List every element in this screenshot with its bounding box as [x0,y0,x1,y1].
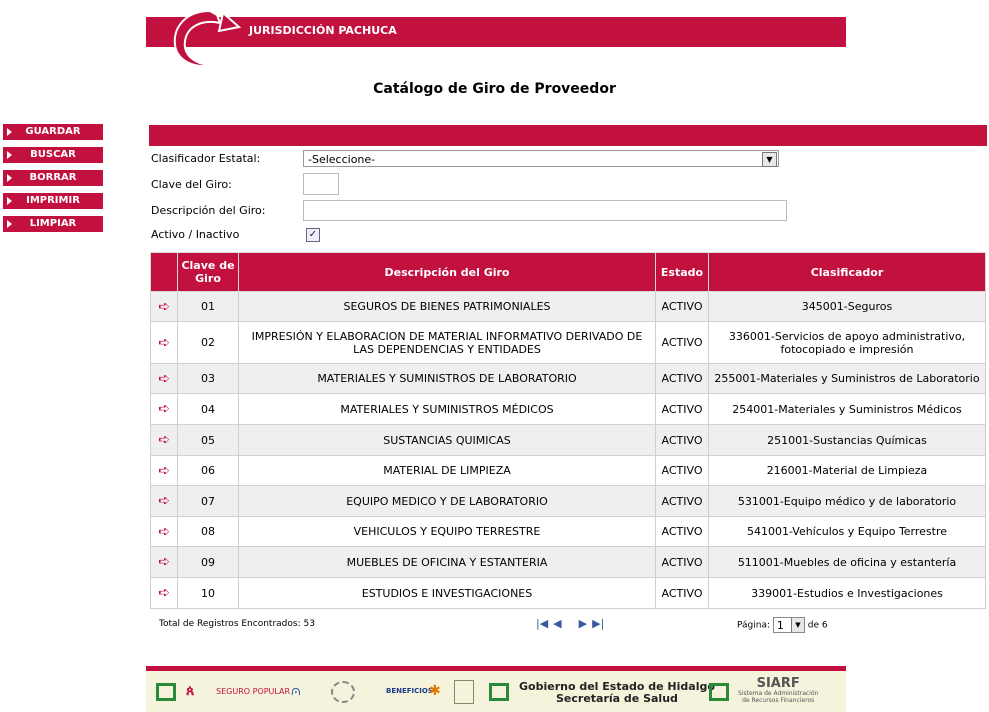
gov-line2: Secretaría de Salud [556,692,678,705]
table-row[interactable] [151,394,986,425]
next-page-icon[interactable]: ▶ [578,617,588,630]
pager-controls [536,617,609,630]
cell-estado: ACTIVO [656,547,709,578]
cell-clave: 10 [178,578,239,609]
cell-estado: ACTIVO [656,364,709,394]
select-row-arrow-icon[interactable]: ➪ [151,547,178,578]
cell-clasificador: 336001-Servicios de apoyo administrativo, fotocopiado e impresión [709,322,986,364]
cell-clave: 06 [178,456,239,486]
cell-clasificador: 541001-Vehículos y Equipo Terrestre [709,517,986,547]
cell-estado: ACTIVO [656,322,709,364]
gobierno-logo-icon [156,683,176,701]
clasificador-value: -Seleccione- [308,153,376,166]
cell-clasificador: 255001-Materiales y Suministros de Laboratorio [709,364,986,394]
cell-clave: 01 [178,292,239,322]
prev-page-icon[interactable]: ◀ [553,617,562,630]
gobierno-hidalgo-label [519,681,715,705]
cell-descripcion: SUSTANCIAS QUIMICAS [239,425,656,456]
siarf-logo [738,677,818,704]
limpiar-button[interactable] [3,216,103,232]
cell-clasificador: 531001-Equipo médico y de laboratorio [709,486,986,517]
clave-label: Clave del Giro: [151,178,232,191]
cell-clave: 07 [178,486,239,517]
select-row-arrow-icon[interactable]: ➪ [151,394,178,425]
play-arrow-icon [7,197,12,205]
people-logo-icon: ጰ [186,683,195,699]
siarf-sub1: Sistema de Administración [738,690,819,697]
cell-descripcion: MATERIAL DE LIMPIEZA [239,456,656,486]
borrar-button[interactable] [3,170,103,186]
first-page-icon[interactable]: |◀ [536,617,549,630]
chevron-down-icon[interactable]: ▼ [762,152,777,167]
gobierno-logo-icon [489,683,509,701]
seguro-popular-logo: SEGURO POPULAR [216,687,291,696]
chevron-down-icon[interactable]: ▼ [791,618,804,632]
cell-descripcion: ESTUDIOS E INVESTIGACIONES [239,578,656,609]
table-row[interactable] [151,364,986,394]
cell-descripcion: MUEBLES DE OFICINA Y ESTANTERIA [239,547,656,578]
select-row-arrow-icon[interactable]: ➪ [151,292,178,322]
activo-checkbox[interactable]: ✓ [306,228,320,242]
jurisdiccion-logo [165,3,255,73]
cell-clasificador: 254001-Materiales y Suministros Médicos [709,394,986,425]
play-arrow-icon [7,220,12,228]
gobierno-logo-icon [709,683,729,701]
cell-clave: 04 [178,394,239,425]
star-logo-icon: ✱ [429,683,441,699]
giro-table [150,252,986,609]
cell-estado: ACTIVO [656,517,709,547]
descripcion-label: Descripción del Giro: [151,204,266,217]
header-descripcion: Descripción del Giro [239,253,656,292]
imprimir-button[interactable] [3,193,103,209]
cell-clave: 03 [178,364,239,394]
beneficios-logo: BENEFICIOS [386,687,433,695]
page-label: Página: [737,620,771,631]
play-arrow-icon [7,174,12,182]
cell-descripcion: SEGUROS DE BIENES PATRIMONIALES [239,292,656,322]
header-clasificador: Clasificador [709,253,986,292]
table-row[interactable] [151,292,986,322]
coat-of-arms-icon [454,680,474,704]
clasificador-select[interactable] [303,150,779,167]
table-row[interactable] [151,456,986,486]
buscar-button[interactable] [3,147,103,163]
limpiar-label: LIMPIAR [29,218,77,229]
guardar-label: GUARDAR [25,126,81,137]
cell-clave: 09 [178,547,239,578]
table-row[interactable] [151,322,986,364]
guardar-button[interactable] [3,124,103,140]
header-estado: Estado [656,253,709,292]
header-title: JURISDICCIÓN PACHUCA [249,24,397,37]
institution-logo-icon: ⩀ [291,683,301,699]
select-row-arrow-icon[interactable]: ➪ [151,456,178,486]
play-arrow-icon [7,151,12,159]
siarf-title: SIARF [756,676,800,691]
cell-clasificador: 216001-Material de Limpieza [709,456,986,486]
seal-logo-icon [331,681,355,703]
descripcion-input[interactable] [303,200,787,221]
play-arrow-icon [7,128,12,136]
gov-line1: Gobierno del Estado de Hidalgo [519,680,715,693]
table-row[interactable] [151,425,986,456]
select-row-arrow-icon[interactable]: ➪ [151,364,178,394]
clave-input[interactable] [303,173,339,195]
cell-descripcion: IMPRESIÓN Y ELABORACION DE MATERIAL INFORMATIVO DERIVADO DE LAS DEPENDENCIAS Y ENTIDADES [239,322,656,364]
table-row[interactable] [151,578,986,609]
cell-clave: 02 [178,322,239,364]
table-row[interactable] [151,517,986,547]
cell-clasificador: 511001-Muebles de oficina y estantería [709,547,986,578]
page-value: 1 [776,619,784,632]
table-header-row [151,253,986,292]
select-row-arrow-icon[interactable]: ➪ [151,578,178,609]
siarf-sub2: de Recursos Financieros [742,697,815,704]
select-row-arrow-icon[interactable]: ➪ [151,425,178,456]
page-select[interactable] [773,617,805,633]
footer-logos [146,666,846,712]
header-clave: Clave de Giro [178,253,239,292]
page-selector [737,617,828,633]
page-title: Catálogo de Giro de Proveedor [373,81,616,97]
cell-clave: 08 [178,517,239,547]
borrar-label: BORRAR [29,172,77,183]
buscar-label: BUSCAR [30,149,76,160]
page-of-label: de 6 [807,620,828,631]
total-records: Total de Registros Encontrados: 53 [159,619,315,629]
header-arrow-col [151,253,178,292]
cell-descripcion: VEHICULOS Y EQUIPO TERRESTRE [239,517,656,547]
cell-estado: ACTIVO [656,578,709,609]
cell-clasificador: 339001-Estudios e Investigaciones [709,578,986,609]
cell-estado: ACTIVO [656,292,709,322]
activo-label: Activo / Inactivo [151,228,240,241]
cell-estado: ACTIVO [656,394,709,425]
cell-estado: ACTIVO [656,425,709,456]
select-row-arrow-icon[interactable]: ➪ [151,322,178,364]
cell-estado: ACTIVO [656,456,709,486]
cell-descripcion: EQUIPO MEDICO Y DE LABORATORIO [239,486,656,517]
cell-clasificador: 345001-Seguros [709,292,986,322]
table-row[interactable] [151,486,986,517]
form-header-bar [149,125,987,146]
cell-clasificador: 251001-Sustancias Químicas [709,425,986,456]
last-page-icon[interactable]: ▶| [592,617,605,630]
cell-descripcion: MATERIALES Y SUMINISTROS DE LABORATORIO [239,364,656,394]
cell-clave: 05 [178,425,239,456]
clasificador-label: Clasificador Estatal: [151,152,261,165]
imprimir-label: IMPRIMIR [26,195,80,206]
cell-descripcion: MATERIALES Y SUMINISTROS MÉDICOS [239,394,656,425]
sidebar [3,124,103,239]
cell-estado: ACTIVO [656,486,709,517]
select-row-arrow-icon[interactable]: ➪ [151,486,178,517]
table-row[interactable] [151,547,986,578]
select-row-arrow-icon[interactable]: ➪ [151,517,178,547]
